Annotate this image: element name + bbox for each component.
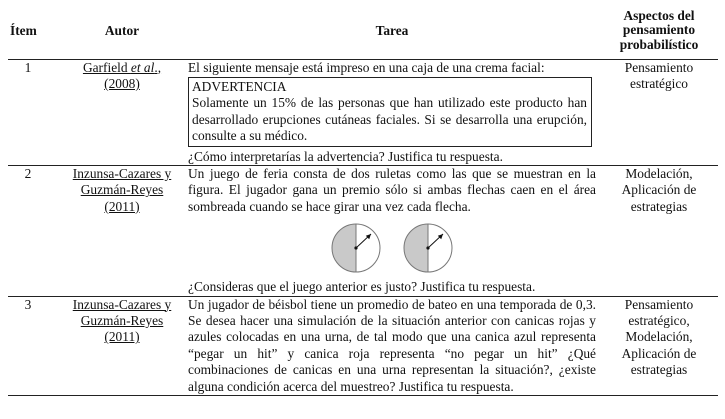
header-row (8, 3, 718, 59)
aspect-line: Aplicación de (621, 345, 697, 361)
aspect-cell (600, 59, 718, 165)
header-aspects-line3: probabilístico (619, 37, 699, 53)
header-author: Autor (60, 3, 184, 59)
author-year: (2008) (104, 75, 140, 91)
aspect-line: estrategias (630, 362, 688, 378)
item-number: 1 (8, 59, 60, 165)
author-year: (2011) (104, 329, 140, 345)
item-number: 2 (8, 165, 60, 296)
author-line: Guzmán-Reyes (80, 312, 164, 328)
task-intro: El siguiente mensaje está impreso en una caja de una crema facial: (188, 59, 545, 75)
header-aspects-line2: pensamiento (622, 22, 696, 38)
aspect-line: estratégico, (628, 312, 690, 328)
roulette-pivot (354, 247, 357, 250)
author-line: Guzmán-Reyes (80, 182, 164, 198)
roulette-pivot (426, 247, 429, 250)
author-cell (60, 165, 184, 296)
author-link[interactable] (73, 166, 172, 214)
author-cell (60, 59, 184, 165)
aspect-line: estrategias (630, 198, 688, 214)
author-name: Garfield (82, 59, 131, 75)
author-line: Inzunsa-Cazares y (72, 296, 172, 312)
warning-title: ADVERTENCIA (192, 78, 287, 94)
task-question: ¿Consideras que el juego anterior es justo? Justifica tu respuesta. (188, 279, 536, 295)
header-item: Ítem (8, 3, 60, 59)
task-cell (184, 59, 600, 165)
aspect-line: Pensamiento (624, 296, 694, 312)
roulette-shaded-half (404, 224, 428, 272)
header-task: Tarea (184, 3, 600, 59)
aspect-line: Modelación, (625, 165, 693, 181)
tasks-table (8, 3, 718, 396)
aspect-line: Pensamiento (624, 59, 694, 75)
task-text: Un jugador de béisbol tiene un promedio de bateo en una temporada de 0,3. Se desea hacer una simulación de la situación anterior con canicas rojas y azules colocadas en una urna, de tal modo que una canica azul representa “pegar un hit” y canica roja representa “no pegar un hit” ¿Qué combinaciones de canicas en una urna representan la situación?, ¿existe alguna condición acerca del muestreo? Justifica tu respuesta. (188, 296, 596, 394)
warning-text: Solamente un 15% de las personas que han utilizado este producto han desarrollado erupciones cutáneas faciales. Si se desarrolla una erupción, consulte a su médico. (192, 95, 587, 144)
header-aspects (600, 3, 718, 59)
author-cell (60, 296, 184, 395)
aspect-line: estratégico (630, 75, 688, 91)
task-cell (184, 165, 600, 296)
aspect-line: Aplicación de (621, 182, 697, 198)
table-row (8, 165, 718, 296)
author-link[interactable] (73, 297, 172, 345)
author-year: (2011) (104, 198, 140, 214)
aspect-cell (600, 296, 718, 395)
task-question: ¿Cómo interpretarías la advertencia? Justifica tu respuesta. (188, 148, 503, 164)
author-suffix: ., (154, 59, 162, 75)
aspect-cell (600, 165, 718, 296)
roulette-left (331, 223, 381, 273)
table-row (8, 59, 718, 165)
aspect-line: Modelación, (625, 329, 693, 345)
roulette-right (403, 223, 453, 273)
author-link[interactable] (83, 60, 161, 91)
header-aspects-line1: Aspectos del (623, 7, 695, 23)
author-line: Inzunsa-Cazares y (72, 165, 172, 181)
task-text: Un juego de feria consta de dos ruletas como las que se muestran en la figura. El jugador gana un premio sólo si ambas flechas caen en el área sombreada cuando se hace girar una vez cada flecha. (188, 165, 596, 214)
roulettes-figure (188, 223, 596, 273)
roulette-shaded-half (332, 224, 356, 272)
item-number: 3 (8, 296, 60, 395)
table-row (8, 296, 718, 395)
warning-box (188, 77, 592, 147)
task-cell (184, 296, 600, 395)
author-et-al: et al (130, 59, 155, 75)
